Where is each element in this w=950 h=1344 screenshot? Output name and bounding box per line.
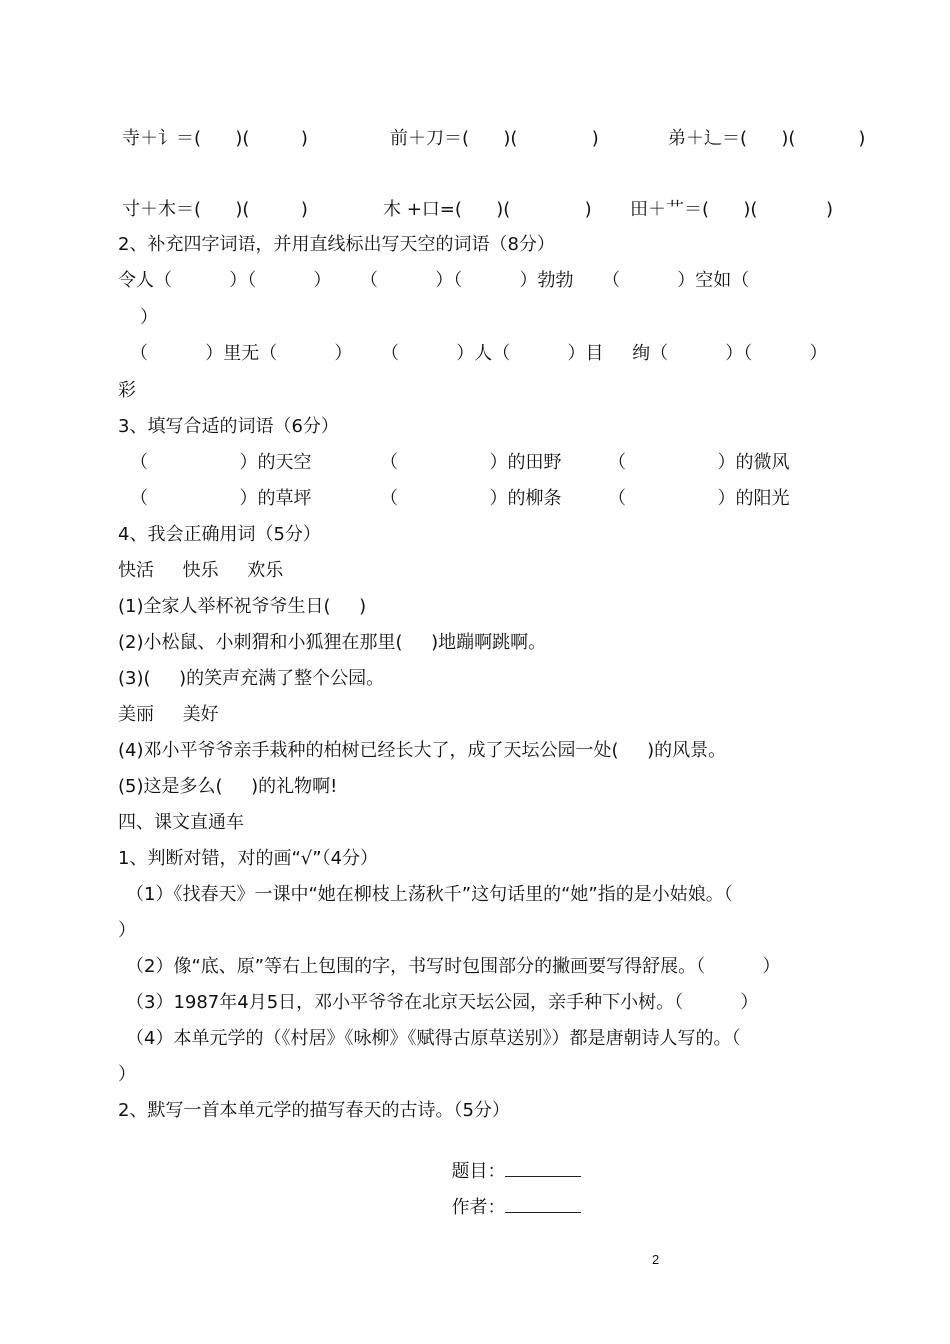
q2-line1-tail: ）: [140, 307, 158, 328]
q2-line2-tail: 彩: [118, 380, 136, 401]
q2-heading: 2、补充四字词语，并用直线标出写天空的词语（8分）: [118, 234, 555, 255]
q3-r2-c1: （ ）的草坪: [130, 488, 312, 509]
s4-q1-heading: 1、判断对错，对的画“√”（4分）: [118, 848, 379, 869]
compose-2-3: 田＋艹＝( )( ): [630, 199, 834, 220]
q4-s5: (5)这是多么( )的礼物啊!: [118, 776, 338, 797]
q4-words1: 快活 快乐 欢乐: [118, 560, 284, 581]
q3-r1-c3: （ ）的微风: [608, 452, 790, 473]
section4-heading: 四、课文直通车: [118, 812, 244, 833]
compose-1-2: 前＋刀＝( )( ): [390, 128, 599, 149]
judge-1-tail: ）: [118, 920, 136, 941]
page-number: 2: [652, 1252, 660, 1267]
s4-q2-heading: 2、默写一首本单元学的描写春天的古诗。（5分）: [118, 1100, 510, 1121]
q3-r1-c1: （ ）的天空: [130, 452, 312, 473]
poem-author-label: 作者：: [451, 1197, 506, 1218]
q3-r2-c3: （ ）的阳光: [608, 488, 790, 509]
q2-line2: （ ）里无（ ） （ ）人（ ）目 绚（ ）（ ）: [130, 343, 828, 364]
q3-heading: 3、填写合适的词语（6分）: [118, 416, 339, 437]
q4-heading: 4、我会正确用词（5分）: [118, 524, 321, 545]
judge-2: （2）像“底、原”等右上包围的字，书写时包围部分的撇画要写得舒展。（ ）: [126, 956, 781, 977]
compose-1-3: 弟＋辶＝( )( ): [668, 128, 866, 149]
q4-words2: 美丽 美好: [118, 704, 219, 725]
judge-4: （4）本单元学的（《村居》《咏柳》《赋得古原草送别》）都是唐朝诗人写的。（: [126, 1028, 741, 1049]
q2-line1: 令人（ ）（ ） （ ）（ ）勃勃 （ ）空如（: [118, 270, 750, 291]
poem-author-blank[interactable]: [505, 1195, 581, 1213]
judge-1: （1）《找春天》一课中“她在柳枝上荡秋千”这句话里的“她”指的是小姑娘。（: [126, 884, 733, 905]
poem-author-row: [440, 1173, 581, 1219]
compose-1-1: 寺＋讠＝( )( ): [122, 128, 308, 149]
q4-s1: (1)全家人举杯祝爷爷生日( ): [118, 596, 367, 617]
q4-s4: (4)邓小平爷爷亲手栽种的柏树已经长大了，成了天坛公园一处( )的风景。: [118, 740, 727, 761]
q3-r2-c2: （ ）的柳条: [380, 488, 562, 509]
q4-s3: (3)( )的笑声充满了整个公园。: [118, 668, 385, 689]
judge-3: （3）1987年4月5日，邓小平爷爷在北京天坛公园，亲手种下小树。（ ）: [126, 992, 759, 1013]
compose-2-2: 木 +口=( )( ): [383, 199, 592, 220]
q4-s2: (2)小松鼠、小刺猬和小狐狸在那里( )地蹦啊跳啊。: [118, 632, 547, 653]
compose-2-1: 寸＋木＝( )( ): [122, 199, 308, 220]
poem-title-label: 题目：: [451, 1161, 506, 1182]
judge-4-tail: ）: [118, 1064, 136, 1085]
q3-r1-c2: （ ）的田野: [380, 452, 562, 473]
